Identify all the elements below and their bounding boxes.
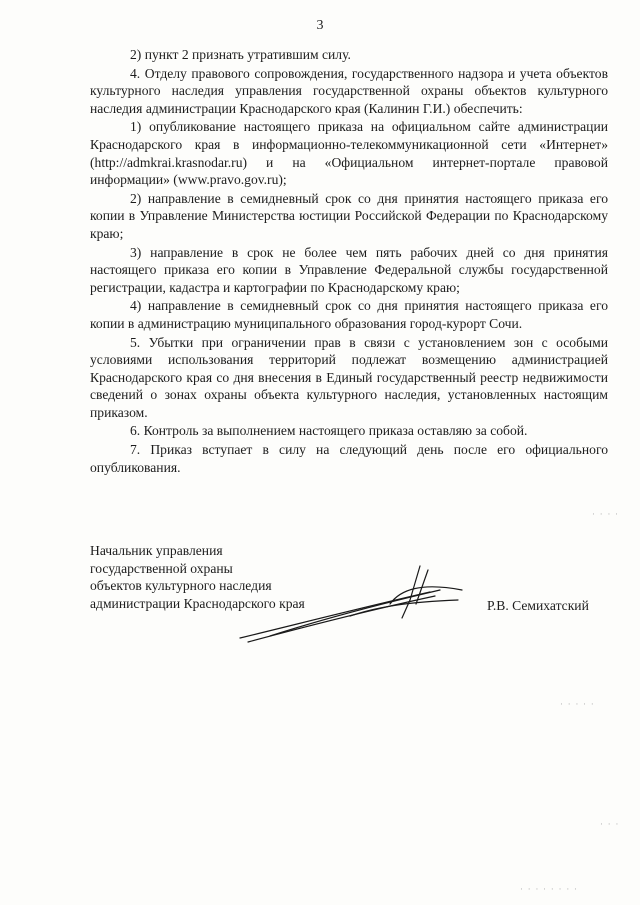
position-line: объектов культурного наследия	[90, 578, 272, 594]
paragraph: 1) опубликование настоящего приказа на официальном сайте администрации Краснодарского края в информационно-телекоммуникационной сети «Интернет» (http://admkrai.krasnodar.ru) и на «Официальном интернет-портале правовой информации» (www.pravo.gov.ru);	[90, 119, 608, 188]
handwritten-signature	[230, 560, 480, 650]
scan-speckle: · · · ·	[592, 510, 620, 520]
scan-speckle: · · · · ·	[560, 700, 595, 710]
scan-speckle: · · ·	[600, 820, 620, 830]
page-number: 3	[316, 18, 324, 33]
paragraph: 6. Контроль за выполнением настоящего приказа оставляю за собой.	[130, 423, 528, 439]
paragraph: 3) направление в срок не более чем пять рабочих дней со дня принятия настоящего приказа его копии в Управление Федеральной службы государственной регистрации, кадастра и картографии по Краснодарскому краю;	[90, 244, 608, 295]
paragraph: 5. Убытки при ограничении прав в связи с установлением зон с особыми условиями использования территорий подлежат возмещению администрацией Краснодарского края со дня внесения в Единый государственный реестр недвижимости сведений о зонах охраны объекта культурного наследия, установленных настоящим приказом.	[90, 334, 608, 420]
paragraph: 2) пункт 2 признать утратившим силу.	[130, 47, 351, 62]
signer-name: Р.В. Семихатский	[487, 598, 589, 613]
document-body	[90, 46, 608, 477]
paragraph: 4. Отделу правового сопровождения, государственного надзора и учета объектов культурного наследия управления государственной охраны объектов культурного наследия администрации Краснодарского края (Калинин Г.И.) обеспечить:	[90, 65, 608, 116]
position-line: государственной охраны	[90, 560, 233, 576]
paragraph: 7. Приказ вступает в силу на следующий день после его официального опубликования.	[90, 442, 608, 475]
position-line: Начальник управления	[90, 543, 223, 558]
paragraph: 2) направление в семидневный срок со дня принятия настоящего приказа его копии в Управление Министерства юстиции Российской Федерации по Краснодарскому краю;	[90, 190, 608, 241]
position-line: администрации Краснодарского края	[90, 595, 305, 611]
scan-speckle: · · · · · · · ·	[520, 885, 578, 895]
paragraph: 4) направление в семидневный срок со дня принятия настоящего приказа его копии в администрацию муниципального образования город-курорт Сочи.	[90, 298, 608, 331]
